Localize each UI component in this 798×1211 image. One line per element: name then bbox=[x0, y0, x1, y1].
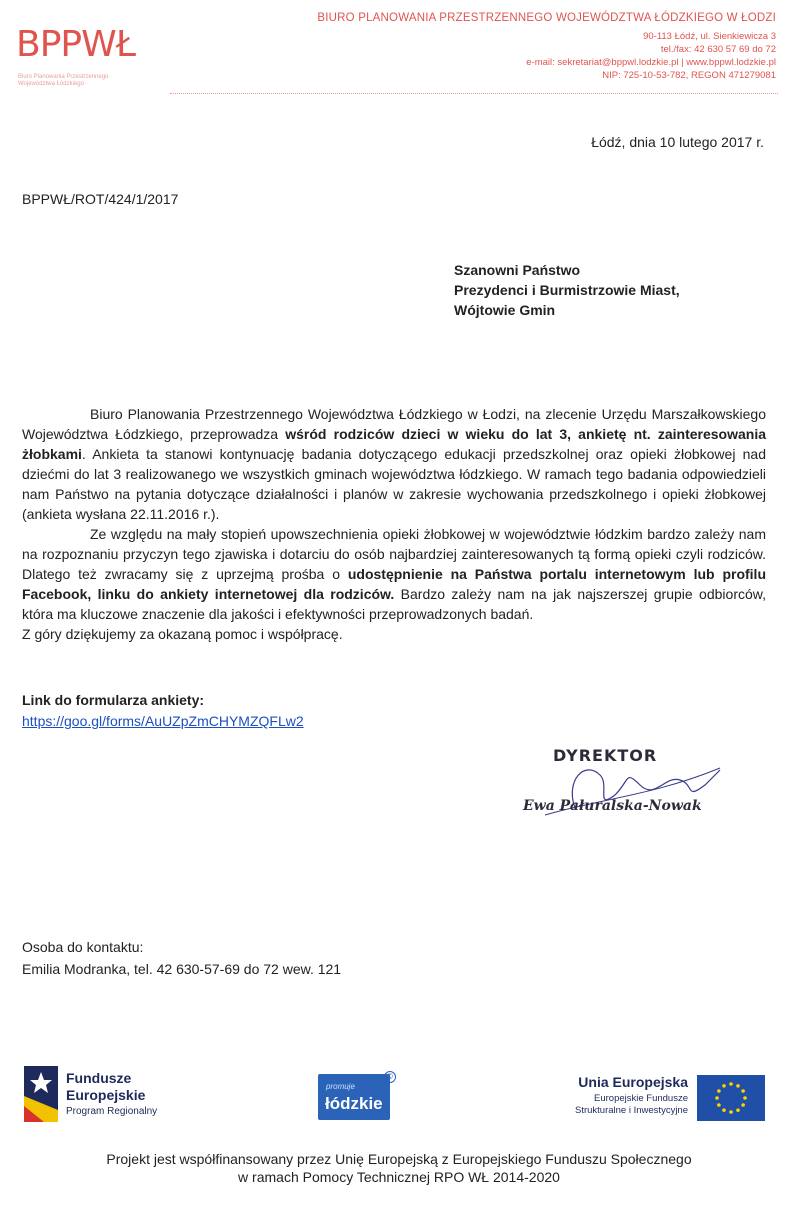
recipient-line: Szanowni Państwo bbox=[454, 262, 581, 278]
fe-name bbox=[66, 1070, 145, 1104]
letterhead bbox=[317, 12, 776, 82]
header-divider bbox=[170, 93, 778, 94]
project-line1: Projekt jest współfinansowany przez Unię Europejską z Europejskiego Funduszu Społecznego bbox=[106, 1151, 692, 1167]
ue-line3: Strukturalne i Inwestycyjne bbox=[575, 1105, 688, 1116]
signature-title: DYREKTOR bbox=[553, 746, 658, 765]
org-name: BIURO PLANOWANIA PRZESTRZENNEGO WOJEWÓDZTWA ŁÓDZKIEGO W ŁODZI bbox=[317, 12, 776, 24]
bppwl-logo bbox=[14, 10, 144, 96]
p1-text-cont: . Ankieta ta stanowi kontynuację badania dotyczącego edukacji przedszkolnej oraz opieki żłobkowej nad dziećmi do lat 3 realizowanego we wszystkich gminach województwa łódzkiego. W ramach tego badania odpowiedzieli nam Państwo na pytania dotyczące działalności i planów w zakresie wychowania przedszkolnego i opieki żłobkowej (ankieta wysłana 22.11.2016 r.). bbox=[22, 446, 766, 522]
recipient-block bbox=[454, 260, 680, 320]
project-line2: w ramach Pomocy Technicznej RPO WŁ 2014-2020 bbox=[238, 1169, 560, 1185]
contact-details: Emilia Modranka, tel. 42 630-57-69 do 72 wew. 121 bbox=[22, 961, 342, 977]
p2-text-cont: Bardzo zależy nam na jak najszerszej grupie odbiorców, która ma kluczowe znaczenie dla jakości i efektywności przeprowadzonych badań. bbox=[22, 586, 766, 622]
letter-body bbox=[22, 404, 766, 644]
fundusze-europejskie-logo bbox=[24, 1066, 214, 1122]
eu-flag-icon bbox=[697, 1075, 765, 1121]
org-phone: tel./fax: 42 630 57 69 do 72 bbox=[660, 44, 776, 55]
fe-line2: Europejskie bbox=[66, 1087, 146, 1103]
logo-subtitle: Biuro Planowania Przestrzennego Województwa Łódzkiego bbox=[18, 74, 109, 87]
unia-europejska-text bbox=[575, 1074, 688, 1117]
signature-block bbox=[505, 740, 765, 830]
p2-bold: udostępnienie na Państwa portalu internetowym lub profilu Facebook, linku do ankiety internetowej dla rodziców. bbox=[22, 566, 766, 602]
fe-line1: Fundusze bbox=[66, 1070, 132, 1086]
ue-title: Unia Europejska bbox=[578, 1074, 688, 1090]
org-address: 90-113 Łódź, ul. Sienkiewicza 3 bbox=[643, 31, 776, 42]
copyright-mark: © bbox=[384, 1071, 396, 1083]
eu-star-icon bbox=[741, 1103, 745, 1107]
p2-text: Ze względu na mały stopień upowszechnienia opieki żłobkowej w województwie łódzkim bardzo zależy nam na rozpoznaniu przyczyn tego zjawiska i dotarciu do osób najbardziej zainteresowanych tą formą opieki czyli rodziców. Dlatego też zwracamy się z uprzejmą prośba o bbox=[22, 526, 766, 582]
lodzkie-big-text: łódzkie bbox=[325, 1094, 383, 1113]
fe-star-icon bbox=[24, 1066, 58, 1122]
p1-bold: wśród rodziców dzieci w wieku do lat 3, ankietę nt. zainteresowania żłobkami bbox=[22, 426, 766, 462]
eu-star-icon bbox=[741, 1089, 745, 1093]
eu-star-icon bbox=[736, 1108, 740, 1112]
fe-program: Program Regionalny bbox=[66, 1106, 158, 1117]
promuje-lodzkie-logo bbox=[318, 1074, 390, 1120]
eu-stars bbox=[697, 1075, 765, 1121]
p1-text: Biuro Planowania Przestrzennego Województwa Łódzkiego w Łodzi, na zlecenie Urzędu Marszałkowskiego Województwa Łódzkiego, przeprowadza bbox=[22, 406, 766, 442]
paragraph-1 bbox=[22, 404, 766, 524]
survey-link[interactable]: https://goo.gl/forms/AuUZpZmCHYMZQFLw2 bbox=[22, 713, 304, 729]
recipient-line: Prezydenci i Burmistrzowie Miast, bbox=[454, 282, 680, 298]
eu-star-icon bbox=[717, 1089, 721, 1093]
lodzkie-small-text: promuje bbox=[326, 1082, 355, 1091]
ue-line2: Europejskie Fundusze bbox=[594, 1093, 688, 1104]
eu-star-icon bbox=[736, 1084, 740, 1088]
eu-star-icon bbox=[743, 1096, 747, 1100]
paragraph-3: Z góry dziękujemy za okazaną pomoc i współpracę. bbox=[22, 626, 343, 642]
eu-star-icon bbox=[717, 1103, 721, 1107]
org-ids: NIP: 725-10-53-782, REGON 471279081 bbox=[602, 70, 776, 81]
signature-name: Ewa Pałuralska-Nowak bbox=[523, 798, 702, 814]
eu-star-icon bbox=[715, 1096, 719, 1100]
link-heading: Link do formularza ankiety: bbox=[22, 692, 205, 708]
contact-label: Osoba do kontaktu: bbox=[22, 939, 144, 955]
org-email-web: e-mail: sekretariat@bppwl.lodzkie.pl | www.bppwl.lodzkie.pl bbox=[526, 57, 776, 68]
eu-star-icon bbox=[722, 1108, 726, 1112]
contact-block bbox=[22, 936, 341, 980]
project-note bbox=[0, 1150, 798, 1186]
eu-star-icon bbox=[729, 1110, 733, 1114]
eu-star-icon bbox=[729, 1082, 733, 1086]
logo-text: BPPWŁ bbox=[16, 24, 135, 65]
letter-date: Łódź, dnia 10 lutego 2017 r. bbox=[591, 134, 764, 150]
eu-star-icon bbox=[722, 1084, 726, 1088]
reference-number: BPPWŁ/ROT/424/1/2017 bbox=[22, 191, 179, 207]
paragraph-2 bbox=[22, 524, 766, 624]
recipient-line: Wójtowie Gmin bbox=[454, 302, 556, 318]
